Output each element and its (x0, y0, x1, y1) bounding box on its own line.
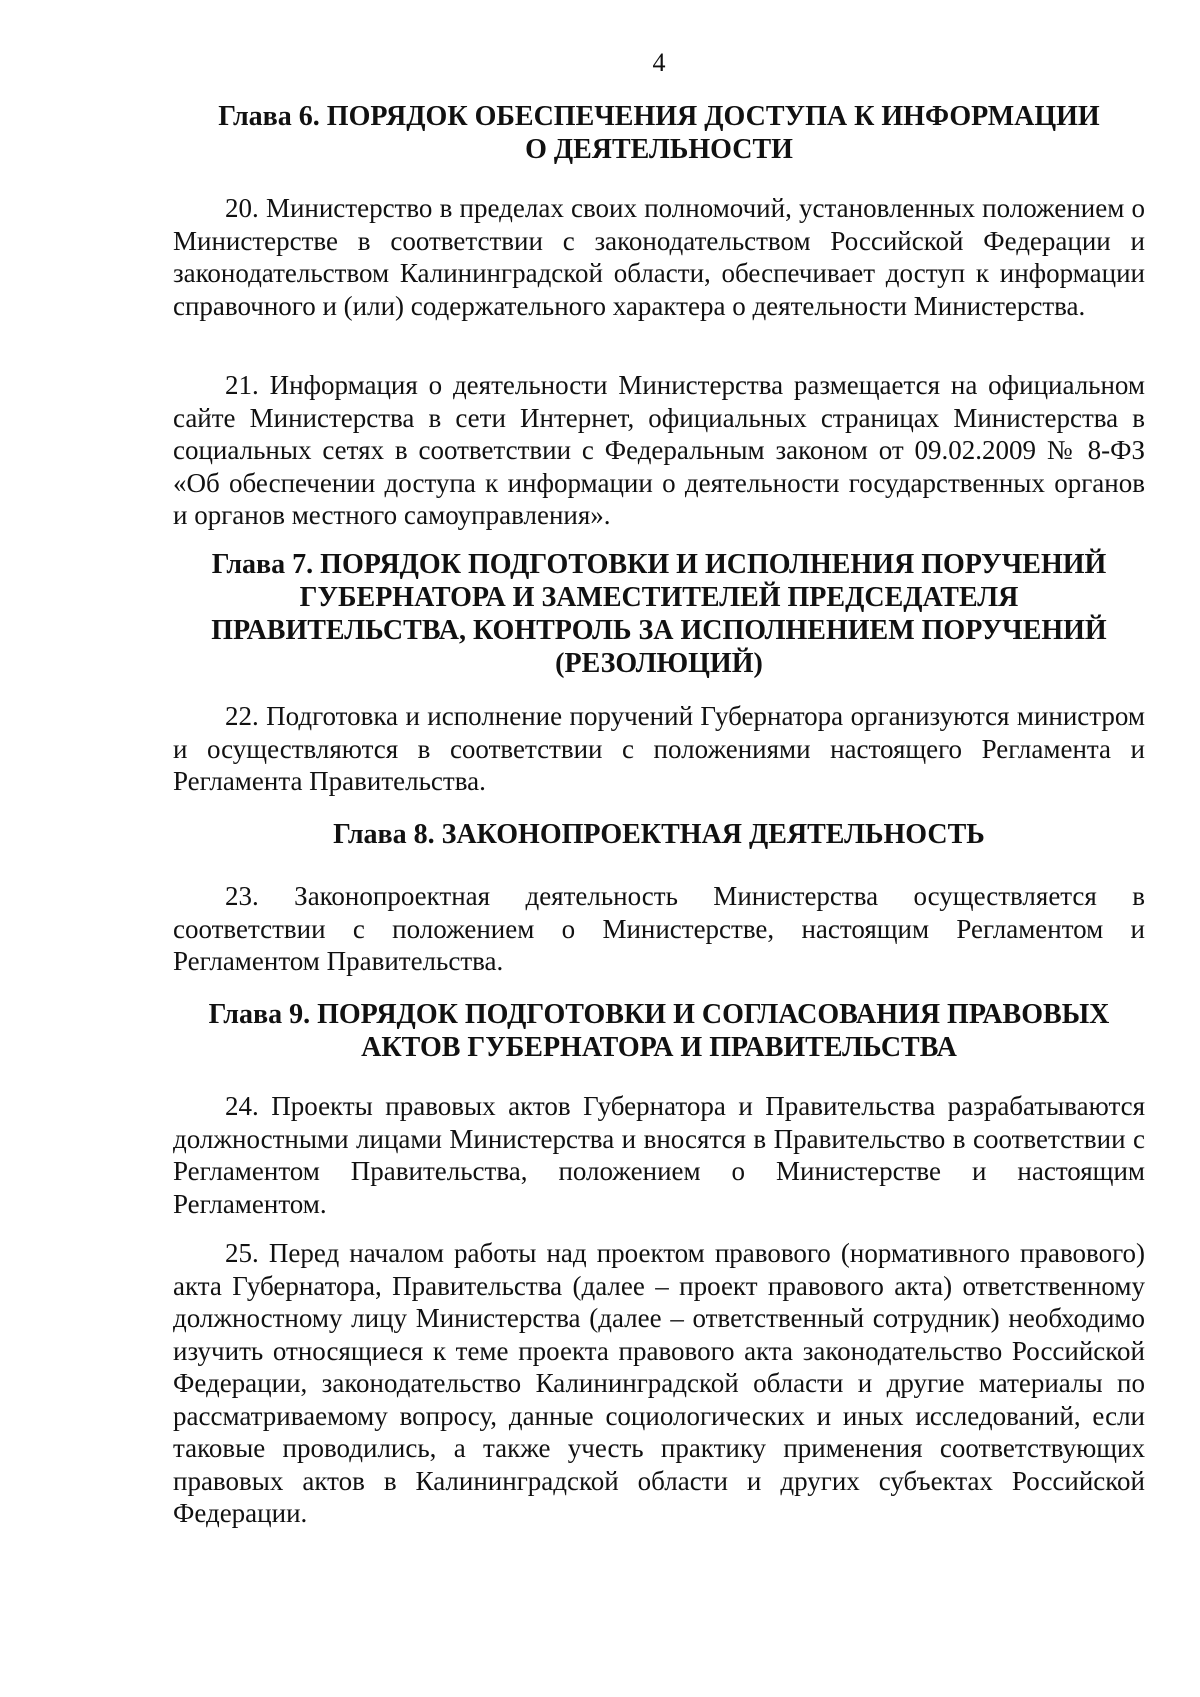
page-number: 4 (652, 48, 666, 77)
chapter-7-heading-line-3: ПРАВИТЕЛЬСТВА, КОНТРОЛЬ ЗА ИСПОЛНЕНИЕМ ПОРУЧЕНИЙ (211, 615, 1107, 646)
paragraph-23: 23. Законопроектная деятельность Министерства осуществляется в соответствии с положением о Министерстве, настоящим Регламентом и Регламентом Правительства. (173, 881, 1145, 976)
paragraph-24: 24. Проекты правовых актов Губернатора и Правительства разрабатываются должностными лицами Министерства и вносятся в Правительство в соответствии с Регламентом Правительства, положением о Министерстве и настоящим Регламентом. (173, 1091, 1145, 1219)
chapter-9-heading-line-2: АКТОВ ГУБЕРНАТОРА И ПРАВИТЕЛЬСТВА (361, 1032, 957, 1063)
paragraph-25: 25. Перед началом работы над проектом правового (нормативного правового) акта Губернатора, Правительства (далее – проект правового акта) ответственному должностному лицу Министерства (далее – ответственный сотрудник) необходимо изучить относящиеся к теме проекта правового акта законодательство Российской Федерации, законодательство Калининградской области и другие материалы по рассматриваемому вопросу, данные социологических и иных исследований, если таковые проводились, а также учесть практику применения соответствующих правовых актов в Калининградской области и других субъектах Российской Федерации. (173, 1238, 1145, 1528)
chapter-7-heading-line-4: (РЕЗОЛЮЦИЙ) (555, 648, 763, 679)
chapter-8-heading (173, 818, 1145, 851)
chapter-7-heading (173, 548, 1145, 680)
chapter-7-heading-line-2: ГУБЕРНАТОРА И ЗАМЕСТИТЕЛЕЙ ПРЕДСЕДАТЕЛЯ (299, 582, 1019, 613)
paragraph-22: 22. Подготовка и исполнение поручений Губернатора организуются министром и осуществляются в соответствии с положениями настоящего Регламента и Регламента Правительства. (173, 701, 1145, 796)
chapter-7-heading-line-1: Глава 7. ПОРЯДОК ПОДГОТОВКИ И ИСПОЛНЕНИЯ ПОРУЧЕНИЙ (211, 549, 1107, 580)
chapter-9-heading (173, 998, 1145, 1064)
chapter-8-heading-line-1: Глава 8. ЗАКОНОПРОЕКТНАЯ ДЕЯТЕЛЬНОСТЬ (333, 819, 985, 850)
chapter-6-heading (173, 100, 1145, 166)
chapter-6-heading-line-2: О ДЕЯТЕЛЬНОСТИ (525, 134, 793, 165)
paragraph-20: 20. Министерство в пределах своих полномочий, установленных положением о Министерстве в соответствии с законодательством Российской Федерации и законодательством Калининградской области, обеспечивает доступ к информации справочного и (или) содержательного характера о деятельности Министерства. (173, 193, 1145, 321)
chapter-9-heading-line-1: Глава 9. ПОРЯДОК ПОДГОТОВКИ И СОГЛАСОВАНИЯ ПРАВОВЫХ (208, 999, 1110, 1030)
document-page (173, 0, 1145, 1697)
paragraph-21: 21. Информация о деятельности Министерства размещается на официальном сайте Министерства в сети Интернет, официальных страницах Министерства в социальных сетях в соответствии с Федеральным законом от 09.02.2009 № 8-ФЗ «Об обеспечении доступа к информации о деятельности государственных органов и органов местного самоуправления». (173, 370, 1145, 530)
chapter-6-heading-line-1: Глава 6. ПОРЯДОК ОБЕСПЕЧЕНИЯ ДОСТУПА К ИНФОРМАЦИИ (218, 101, 1100, 132)
